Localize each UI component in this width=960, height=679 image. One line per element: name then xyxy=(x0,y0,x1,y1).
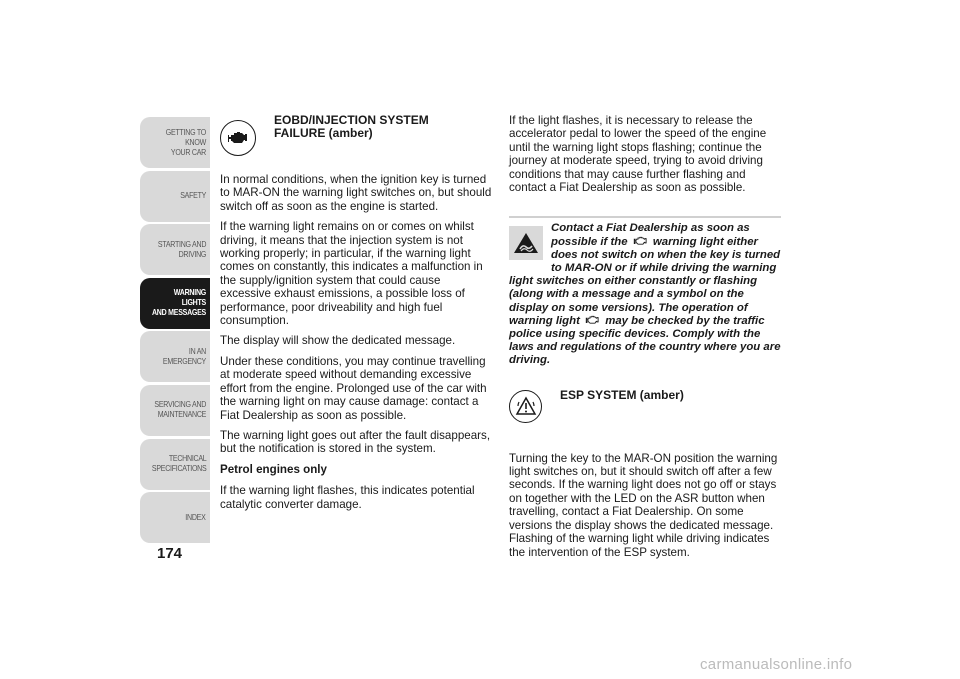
watermark: carmanualsonline.info xyxy=(700,656,853,673)
eobd-heading: EOBD/INJECTION SYSTEM FAILURE (amber) xyxy=(274,113,429,140)
right-column xyxy=(509,114,781,566)
warning-note xyxy=(509,222,781,367)
paragraph: If the warning light remains on or comes on whilst driving, it means that the injection system is not working properly; in particular, if the warning light comes on constantly, this indicates a malfunction in the supply/ignition system that could cause excessive exhaust emissions, a possible loss of performance, poor driveability and high fuel consumption. xyxy=(220,220,483,328)
page-number: 174 xyxy=(157,545,183,562)
tab-label: WARNING LIGHTS AND MESSAGES xyxy=(151,288,206,318)
tab-emergency[interactable] xyxy=(140,331,210,382)
warning-text: may be checked by the traffic police using specific devices. Comply with the laws and regulations of the country where you are driving. xyxy=(509,314,781,367)
paragraph: In normal conditions, when the ignition key is turned to MAR-ON the warning light switches on, but should switch off as soon as the engine is started. xyxy=(220,173,492,213)
warning-text: Contact a Fiat Dealership as soon as possible if the xyxy=(551,222,750,248)
esp-heading-row xyxy=(509,387,781,446)
divider xyxy=(509,216,781,218)
tab-warning-lights[interactable] xyxy=(140,278,210,329)
tab-label: INDEX xyxy=(185,512,206,522)
petrol-subheading: Petrol engines only xyxy=(220,462,327,476)
paragraph: The display will show the dedicated message. xyxy=(220,334,456,348)
tab-technical[interactable] xyxy=(140,439,210,490)
tab-safety[interactable] xyxy=(140,171,210,222)
warning-text: warning light either does not switch on when the key is turned to MAR-ON or if while driving the warning light switches on either constantly or flashing (along with a message and a symbol on the display on some versions). The operation of warning light xyxy=(509,235,781,327)
tab-getting-to-know[interactable] xyxy=(140,117,210,168)
tab-label: TECHNICAL SPECIFICATIONS xyxy=(151,454,206,474)
road-warning-icon xyxy=(509,226,543,260)
tab-label: STARTING AND DRIVING xyxy=(157,239,206,259)
tab-index[interactable] xyxy=(140,492,210,543)
left-column xyxy=(220,114,492,518)
esp-heading: ESP SYSTEM (amber) xyxy=(560,387,684,402)
tab-starting-driving[interactable] xyxy=(140,224,210,275)
tab-servicing[interactable] xyxy=(140,385,210,436)
paragraph: The warning light goes out after the fault disappears, but the notification is stored in the system. xyxy=(220,428,491,456)
esp-triangle-icon xyxy=(509,390,542,423)
engine-icon xyxy=(633,236,648,246)
paragraph: If the warning light flashes, this indicates potential catalytic converter damage. xyxy=(220,484,475,511)
tab-label: SERVICING AND MAINTENANCE xyxy=(154,400,206,420)
paragraph: Under these conditions, you may continue travelling at moderate speed without demanding excessive effort from the engine. Prolonged use of the car with the warning light on may cause damage: contact a Fiat Dealership as soon as possible. xyxy=(220,354,487,422)
tab-label: IN AN EMERGENCY xyxy=(162,346,206,366)
paragraph: Turning the key to the MAR-ON position the warning light switches on, but it should switch off after a few seconds. If the warning light does not go off or stays on together with the LED on the ASR button when travelling, contact a Fiat Dealership. On some versions the display shows the dedicated message. Flashing of the warning light while driving indicates the intervention of the ESP system. xyxy=(509,451,778,559)
section-nav xyxy=(140,117,210,546)
tab-label: SAFETY xyxy=(180,191,206,201)
engine-icon xyxy=(585,315,600,325)
eobd-heading-row xyxy=(220,114,492,169)
tab-label: GETTING TO KNOW YOUR CAR xyxy=(165,127,206,157)
paragraph: If the light flashes, it is necessary to release the accelerator pedal to lower the speed of the engine until the warning light stops flashing; continue the journey at moderate speed, trying to avoid driving conditions that may cause further flashing and contact a Fiat Dealership as soon as possible. xyxy=(509,114,767,195)
engine-icon xyxy=(220,120,256,156)
